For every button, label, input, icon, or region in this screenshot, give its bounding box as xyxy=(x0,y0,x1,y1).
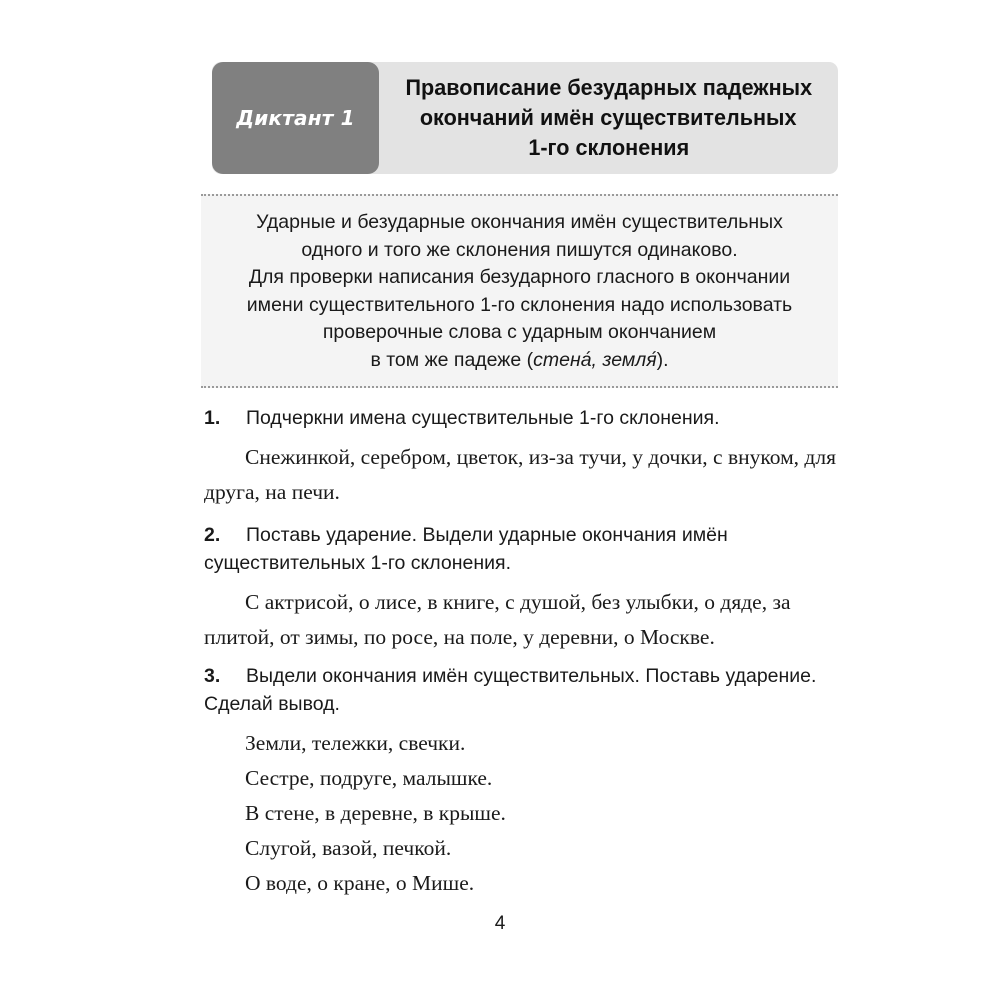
header-bar xyxy=(212,62,838,174)
page-title-line-3: 1-го склонения xyxy=(528,135,689,160)
page-title xyxy=(379,62,838,174)
exercise-3-task-text: Выдели окончания имён существительных. Поставь ударение. Сделай вывод. xyxy=(204,665,817,715)
rule-line: проверочные слова с ударным окончанием xyxy=(322,321,717,343)
dictation-tab-label: Диктант 1 xyxy=(236,106,355,130)
exercise-3 xyxy=(204,662,840,901)
exercise-2-number: 2. xyxy=(204,524,221,546)
rule-line: имени существительного 1-го склонения надо использовать xyxy=(246,293,793,316)
page-title-line-1: Правописание безударных падежных xyxy=(405,75,812,100)
exercise-2-task xyxy=(204,521,840,577)
rule-line: одного и того же склонения пишутся одинаково. xyxy=(301,238,738,261)
exercise-3-task xyxy=(204,662,840,718)
word-list-line: В стене, в деревне, в крыше. xyxy=(245,801,506,825)
word-list-line: Сестре, подруге, малышке. xyxy=(245,766,493,790)
word-list-line: О воде, о кране, о Мише. xyxy=(245,871,475,895)
word-list-line: Слугой, вазой, печкой. xyxy=(245,836,452,860)
rule-examples-italic: стена́, земля́ xyxy=(533,348,657,371)
page-number: 4 xyxy=(494,913,506,934)
rule-line-examples xyxy=(211,347,828,375)
exercise-1-task-text: Подчеркни имена существительные 1-го склонения. xyxy=(246,407,720,429)
exercise-3-number: 3. xyxy=(204,665,221,687)
exercise-1-task xyxy=(204,404,840,432)
exercise-2-task-text: Поставь ударение. Выдели ударные окончания имён существительных 1-го склонения. xyxy=(204,524,728,574)
rule-line: Для проверки написания безударного гласного в окончании xyxy=(248,266,791,288)
exercise-1 xyxy=(204,404,840,510)
exercise-1-number: 1. xyxy=(204,407,221,429)
word-list: С актрисой, о лисе, в книге, с душой, без улыбки, о дяде, за плитой, от зимы, по росе, на поле, у деревни, о Москве. xyxy=(204,590,791,649)
word-list-line: Земли, тележки, свечки. xyxy=(245,731,466,755)
exercise-1-words xyxy=(204,440,840,510)
dictation-tab xyxy=(212,62,379,174)
rule-box xyxy=(201,194,838,388)
word-list: Снежинкой, серебром, цветок, из-за тучи, у дочки, с внуком, для друга, на печи. xyxy=(204,445,836,504)
exercise-3-words xyxy=(204,726,840,901)
page-title-line-2: окончаний имён существительных xyxy=(420,105,797,130)
rule-line: Ударные и безударные окончания имён существительных xyxy=(256,211,783,233)
exercise-2 xyxy=(204,521,840,655)
rule-examples-prefix: в том же падеже ( xyxy=(370,348,534,371)
exercise-2-words xyxy=(204,585,840,655)
rule-examples-suffix: ). xyxy=(656,348,669,371)
